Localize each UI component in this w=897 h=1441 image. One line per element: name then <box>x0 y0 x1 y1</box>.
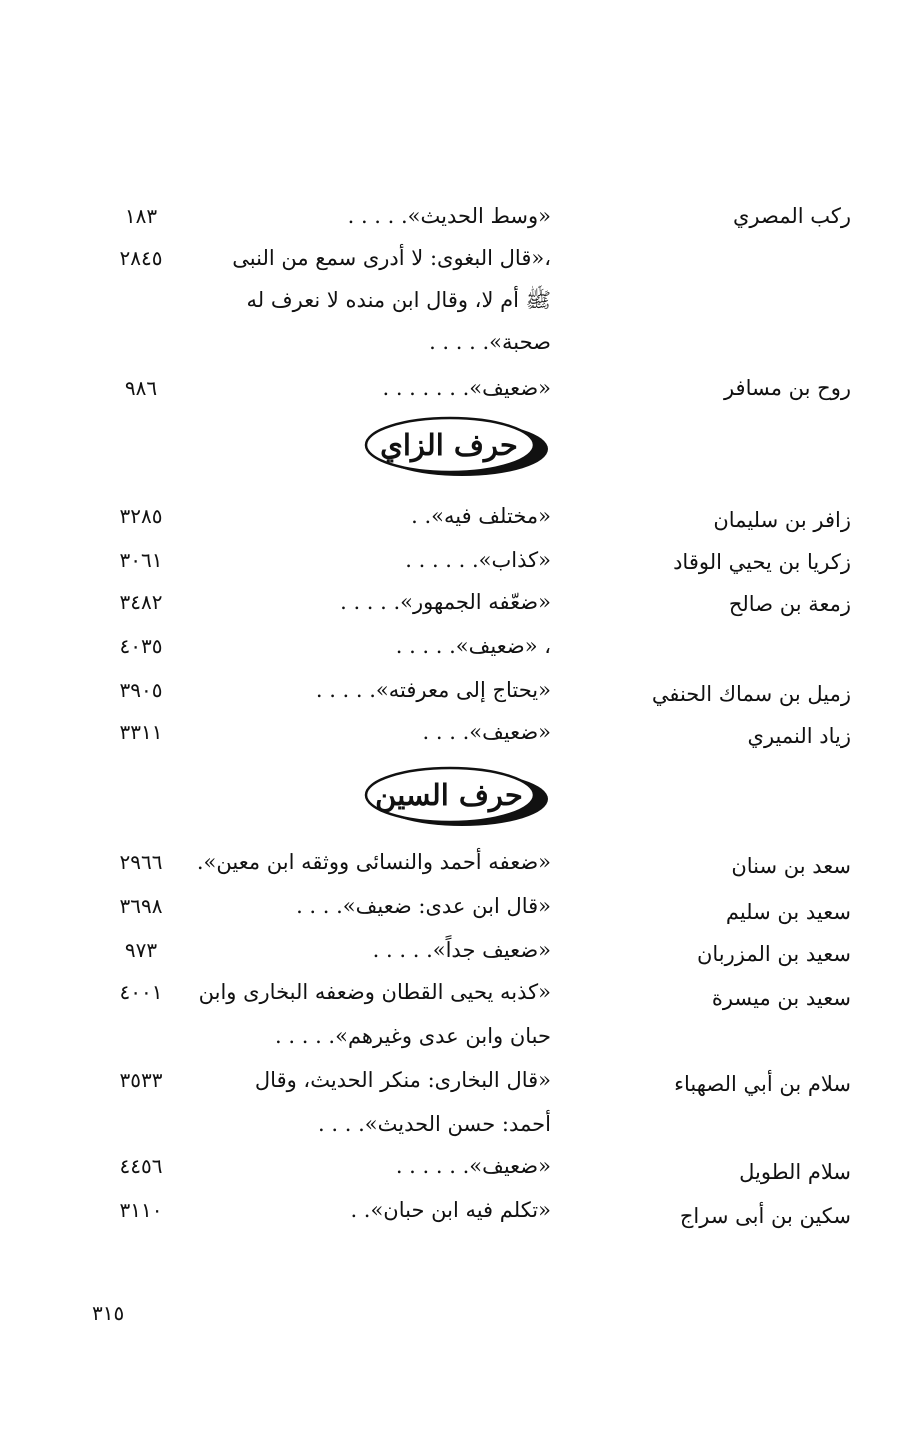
hadith-number: ٣٤٨٢ <box>119 590 163 614</box>
hadith-number: ٤٠٣٥ <box>119 634 163 658</box>
hadith-number: ١٨٣ <box>124 204 158 228</box>
hadith-number: ٤٤٥٦ <box>119 1154 163 1178</box>
narrator-name: سلام بن أبي الصهباء <box>674 1072 851 1096</box>
hadith-number: ٣٦٩٨ <box>119 894 163 918</box>
narrator-grading-continued: ﷺ أم لا، وقال ابن منده لا نعرف له <box>246 288 551 312</box>
section-heading-zay <box>362 414 550 480</box>
hadith-number: ٩٨٦ <box>124 376 158 400</box>
narrator-name: زياد النميري <box>747 724 851 748</box>
narrator-grading: «كذبه يحيى القطان وضعفه البخارى وابن <box>198 980 551 1004</box>
narrator-grading: «ضعيف». . . . <box>422 720 551 744</box>
hadith-number: ٩٧٣ <box>124 938 158 962</box>
narrator-grading: «ضعيف». . . . . . . <box>382 376 551 400</box>
narrator-grading: «مختلف فيه». . <box>411 504 551 528</box>
narrator-grading: «ضعفه أحمد والنسائى ووثقه ابن معين». <box>196 850 551 874</box>
narrator-grading: «قال البخارى: منكر الحديث، وقال <box>254 1068 551 1092</box>
narrator-name: سعيد بن ميسرة <box>711 986 851 1010</box>
hadith-number: ٣٢٨٥ <box>119 504 163 528</box>
narrator-name: روح بن مسافر <box>723 376 851 400</box>
narrator-name: زكريا بن يحيي الوقاد <box>673 550 851 574</box>
hadith-number: ٣٥٣٣ <box>119 1068 163 1092</box>
hadith-number: ٢٨٤٥ <box>119 246 163 270</box>
narrator-grading-continued: صحبة». . . . . <box>429 330 551 354</box>
hadith-number: ٣١١٠ <box>119 1198 163 1222</box>
narrator-name: سعيد بن المزربان <box>696 942 851 966</box>
hadith-number: ٤٠٠١ <box>119 980 163 1004</box>
narrator-grading: «ضعيف». . . . . . <box>395 1154 551 1178</box>
section-heading-text: حرف السين <box>375 778 523 812</box>
narrator-name: سلام الطويل <box>739 1160 851 1184</box>
narrator-name: زمعة بن صالح <box>728 592 851 616</box>
narrator-grading: ،«قال البغوى: لا أدرى سمع من النبى <box>232 246 551 270</box>
hadith-number: ٣٣١١ <box>119 720 163 744</box>
narrator-name: ركب المصري <box>732 204 851 228</box>
narrator-grading-continued: أحمد: حسن الحديث». . . . <box>318 1112 551 1136</box>
hadith-number: ٣٩٠٥ <box>119 678 163 702</box>
narrator-name: زافر بن سليمان <box>713 508 851 532</box>
narrator-grading: «يحتاج إلى معرفته». . . . . <box>315 678 551 702</box>
narrator-name: سعيد بن سليم <box>725 900 851 924</box>
section-heading-seen <box>362 764 550 830</box>
narrator-name: زميل بن سماك الحنفي <box>651 682 851 706</box>
section-heading-text: حرف الزاي <box>380 428 518 462</box>
hadith-number: ٣٠٦١ <box>119 548 163 572</box>
hadith-number: ٢٩٦٦ <box>119 850 163 874</box>
narrator-grading: «وسط الحديث». . . . . <box>347 204 551 228</box>
narrator-grading: «ضعّفه الجمهور». . . . . <box>340 590 551 614</box>
narrator-grading-continued: حبان وابن عدى وغيرهم». . . . . <box>275 1024 551 1048</box>
page-number: ٣١٥ <box>92 1301 125 1325</box>
narrator-grading: «ضعيف جداً». . . . . <box>372 938 551 962</box>
narrator-grading: ، «ضعيف». . . . . <box>395 634 551 658</box>
narrator-grading: «كذاب». . . . . . <box>405 548 551 572</box>
narrator-grading: «تكلم فيه ابن حبان». . <box>350 1198 551 1222</box>
narrator-name: سكين بن أبى سراج <box>679 1204 851 1228</box>
narrator-name: سعد بن سنان <box>731 854 851 878</box>
narrator-grading: «قال ابن عدى: ضعيف». . . . <box>296 894 551 918</box>
